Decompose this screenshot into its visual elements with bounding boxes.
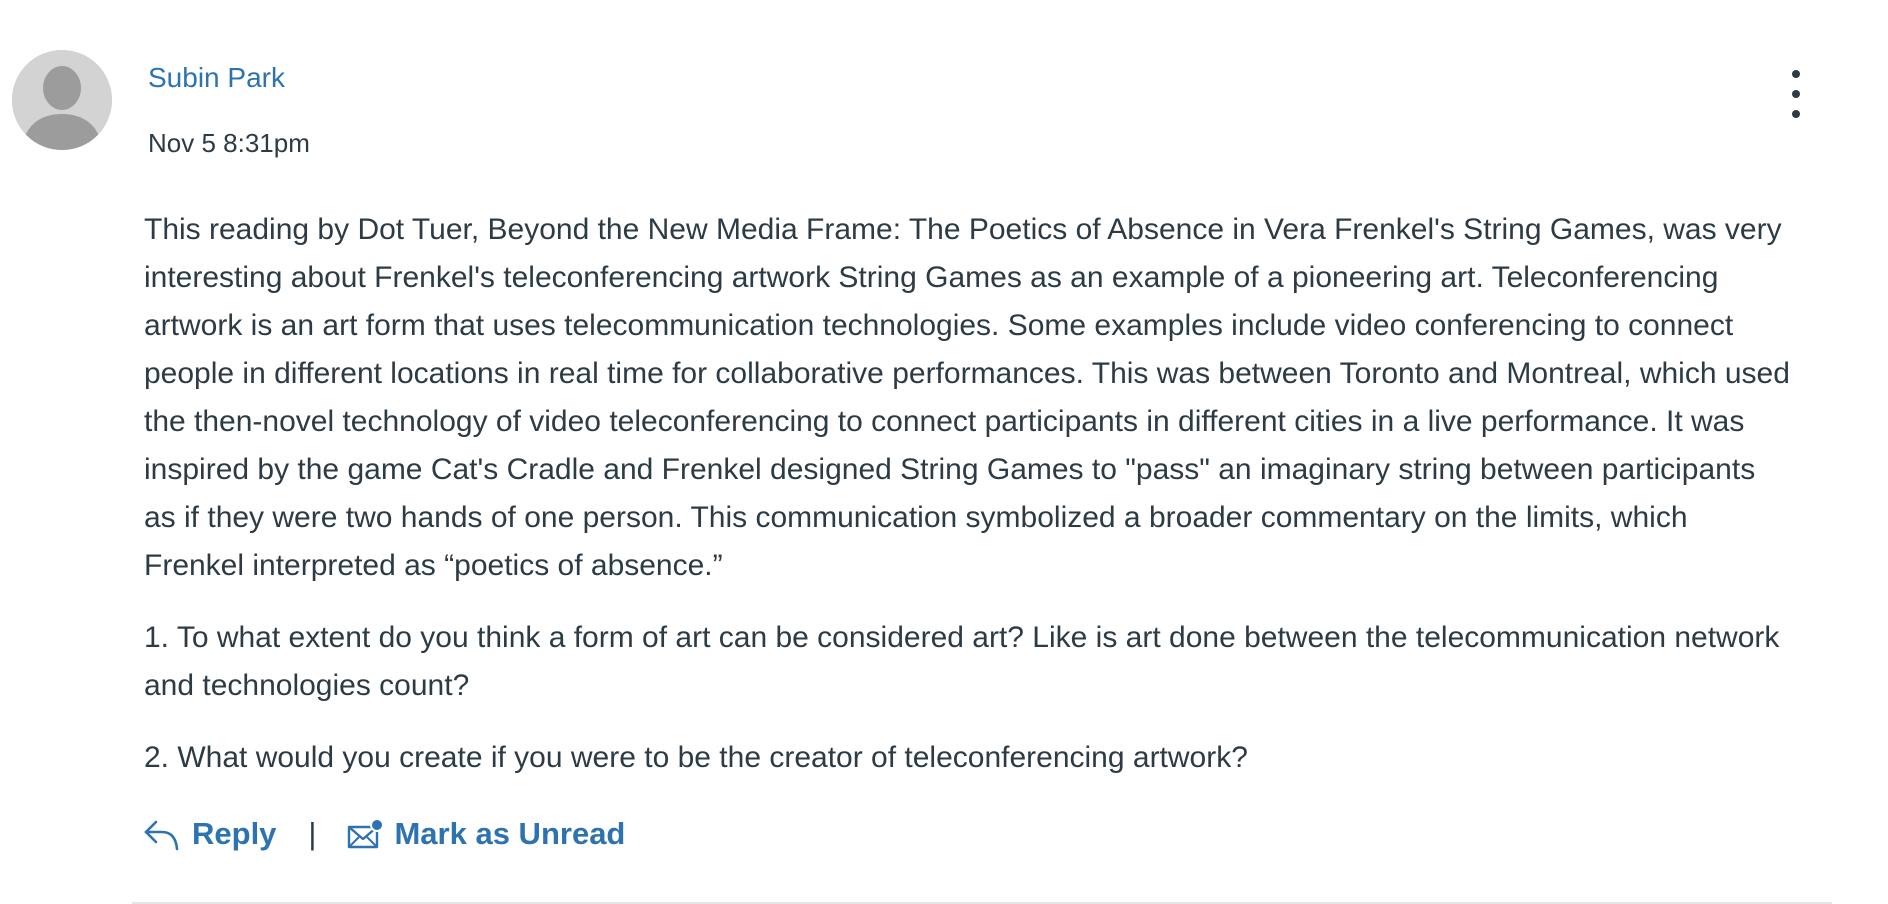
reply-button[interactable] (142, 816, 276, 852)
reply-label: Reply (192, 816, 277, 851)
post-timestamp: Nov 5 8:31pm (148, 128, 310, 158)
default-avatar-icon (12, 50, 112, 150)
more-options-button[interactable] (1782, 70, 1810, 118)
message-question-2: 2. What would you create if you were to be the creator of teleconferencing artwork? (144, 741, 1248, 774)
post-actions (142, 812, 625, 856)
avatar[interactable] (12, 50, 112, 150)
more-vertical-icon-dot (1792, 90, 1800, 98)
action-separator: | (308, 816, 317, 851)
mark-as-unread-label: Mark as Unread (394, 816, 626, 851)
mark-as-unread-button[interactable] (346, 816, 625, 852)
author-name-link[interactable]: Subin Park (148, 62, 285, 93)
more-vertical-icon-dot (1792, 110, 1800, 118)
more-vertical-icon (1792, 70, 1800, 78)
message-paragraph: This reading by Dot Tuer, Beyond the New Media Frame: The Poetics of Absence in Vera Frenkel's String Games, was very interesting about Frenkel's teleconferencing artwork String Games as an example of a pioneering art. Teleconferencing artwork is an art form that uses telecommunication technologies. Some examples include video conferencing to connect people in different locations in real time for collaborative performances. This was between Toronto and Montreal, which used the then-novel technology of video teleconferencing to connect participants in different cities in a live performance. It was inspired by the game Cat's Cradle and Frenkel designed String Games to "pass" an imaginary string between participants as if they were two hands of one person. This communication symbolized a broader commentary on the limits, which Frenkel interpreted as “poetics of absence.” (144, 213, 1790, 582)
envelope-dot-icon (346, 816, 384, 852)
post-message (144, 206, 1794, 806)
message-question-1: 1. To what extent do you think a form of art can be considered art? Like is art done between the telecommunication network and technologies count? (144, 621, 1780, 702)
reply-arrow-icon (142, 816, 180, 852)
